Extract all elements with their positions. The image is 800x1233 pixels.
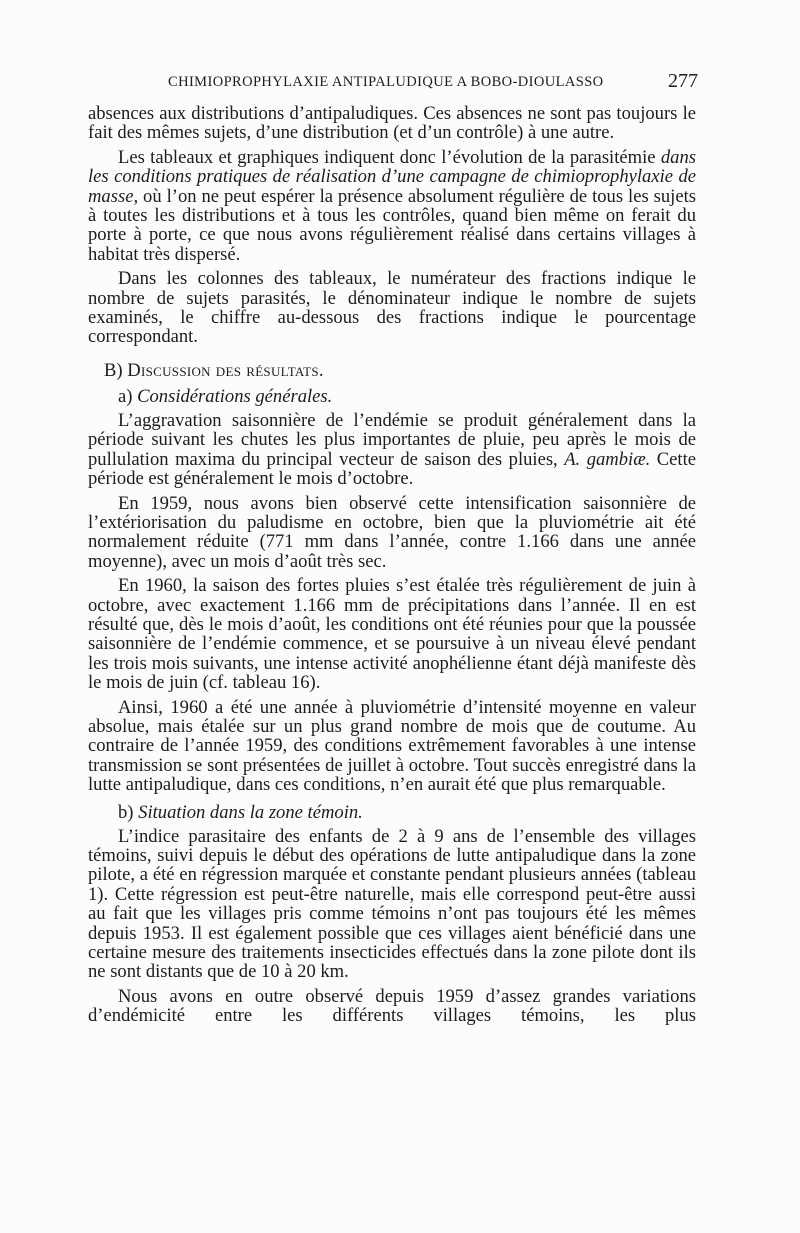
running-title: CHIMIOPROPHYLAXIE ANTIPALUDIQUE A BOBO-DIOULASSO <box>168 74 604 90</box>
paragraph-2 <box>88 148 696 264</box>
subsection-heading-a <box>118 387 696 407</box>
subsection-heading-b <box>118 803 696 823</box>
running-header <box>88 70 700 96</box>
paragraph-2-emphasis: dans les conditions pratiques de réalisation d’une campagne de chimioprophylaxie de masse, <box>88 146 696 207</box>
paragraph-4 <box>88 411 696 489</box>
paragraph-4-text-a: L’aggravation saisonnière de l’endémie se produit généralement dans la période suivant les chutes les plus importantes de pluie, peu après le mois de pullulation maxima du principal vecteur de saison des pluies, <box>88 409 696 470</box>
paragraph-4-species: A. gambiæ. <box>564 448 651 470</box>
subsection-b-title: Situation dans la zone témoin. <box>138 801 363 823</box>
paragraph-8: L’indice parasitaire des enfants de 2 à 9 ans de l’ensemble des villages témoins, suivi depuis le début des opérations de lutte antipaludique dans la zone pilote, a été en régression marquée et constante pendant plusieurs années (tableau 1). Cette régression est peut-être naturelle, mais elle correspond peut-être aussi au fait que les villages pris comme témoins n’ont pas toujours été les mêmes depuis 1953. Il est également possible que ces villages aient bénéficié dans une certaine mesure des traitements insecticides effectués dans la zone pilote dont ils ne sont distants que de 10 à 20 km. <box>88 825 696 983</box>
paragraph-1: absences aux distributions d’antipaludiques. Ces absences ne sont pas toujours le fait des mêmes sujets, d’une distribution (et d’un contrôle) à une autre. <box>88 103 696 144</box>
section-b-title: Discussion des résultats. <box>127 359 324 381</box>
subsection-b-marker: b) <box>118 801 139 823</box>
paragraph-7: Ainsi, 1960 a été une année à pluviométrie d’intensité moyenne en valeur absolue, mais étalée sur un plus grand nombre de mois que de coutume. Au contraire de l’année 1959, des conditions extrêmement favorables à une intense transmission se sont présentées de juillet à octobre. Tout succès enregistré dans la lutte antipaludique, dans ces conditions, n’en aurait été que plus remarquable. <box>88 696 696 796</box>
paragraph-2-text-a: Les tableaux et graphiques indiquent donc l’évolution de la parasitémie <box>118 146 661 168</box>
paragraph-5: En 1959, nous avons bien observé cette intensification saisonnière de l’extériorisation du paludisme en octobre, bien que la pluviométrie ait été normalement réduite (771 mm dans l’année, contre 1.166 dans une année moyenne), avec un mois d’août très sec. <box>88 492 696 572</box>
subsection-a-title: Considérations générales. <box>137 385 333 407</box>
body-text <box>88 104 696 1026</box>
paragraph-9: Nous avons en outre observé depuis 1959 d’assez grandes variations d’endémicité entre les différents villages témoins, les plus <box>88 985 696 1027</box>
section-heading-b <box>104 361 696 381</box>
paragraph-3: Dans les colonnes des tableaux, le numérateur des fractions indique le nombre de sujets parasités, le dénominateur indique le nombre de sujets examinés, le chiffre au-dessous des fractions indique le pourcentage correspondant. <box>88 268 696 348</box>
paragraph-6: En 1960, la saison des fortes pluies s’est étalée très régulièrement de juin à octobre, avec exactement 1.166 mm de précipitations dans l’année. Il en est résulté que, dès le mois d’août, les conditions ont été réunies pour que la poussée saisonnière de l’endémie commence, et se poursuive à un niveau élevé pendant les trois mois suivants, une intense activité anophélienne étant déjà manifeste dès le mois de juin (cf. tableau 16). <box>88 575 696 694</box>
subsection-a-marker: a) <box>118 385 138 407</box>
paragraph-2-text-b: où l’on ne peut espérer la présence absolument régulière de tous les sujets à toutes les distributions et à tous les contrôles, quand bien même on ferait du porte à porte, ce que nous avons régulièrement réalisé dans certains villages à habitat très dispersé. <box>88 185 696 265</box>
page-number: 277 <box>668 70 698 92</box>
section-b-marker: B) <box>104 359 128 381</box>
paragraph-4-text-b: Cette période est généralement le mois d’octobre. <box>88 448 696 490</box>
